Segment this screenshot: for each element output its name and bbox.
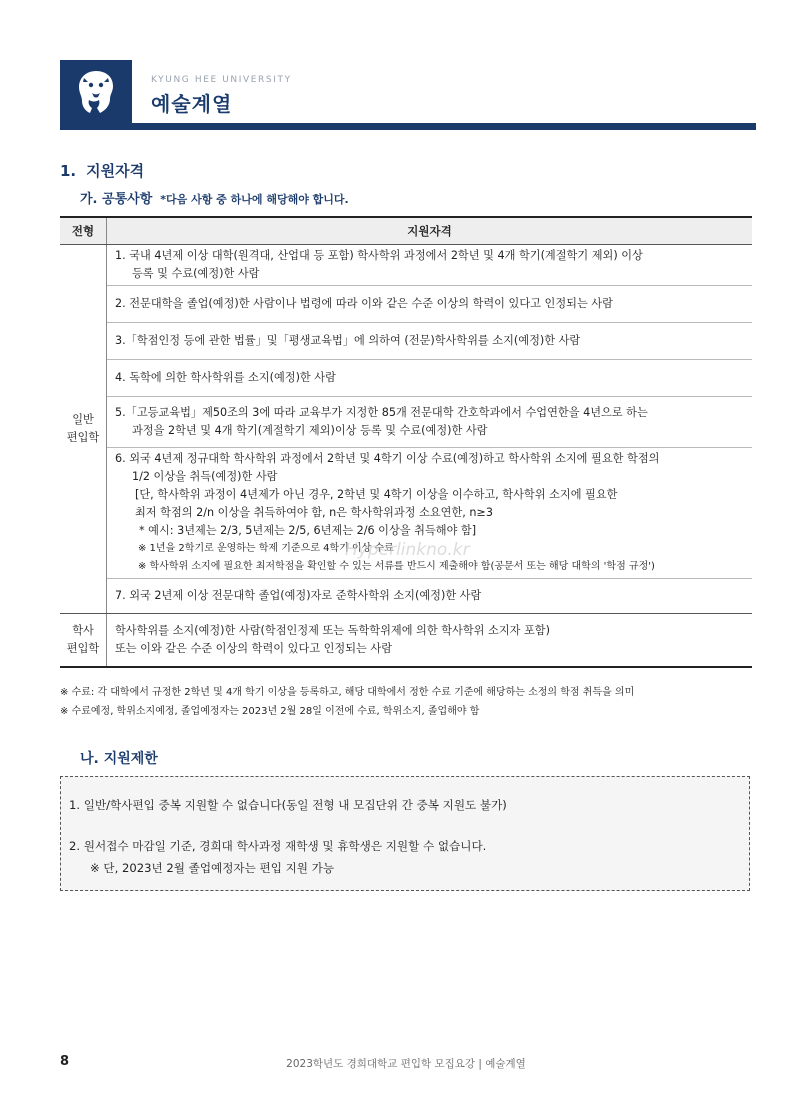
row-label-general xyxy=(60,245,107,614)
header-bar xyxy=(60,123,756,130)
eligibility-item-7 xyxy=(107,579,753,614)
item-line: 1. 국내 4년제 이상 대학(원격대, 산업대 등 포함) 학사학위 과정에서 2학년 및 4개 학기(계절학기 제외) 이상 xyxy=(115,249,643,262)
subsection-note: *다음 사항 중 하나에 해당해야 합니다. xyxy=(160,193,349,206)
table-row xyxy=(60,286,752,323)
item-line: * 예시: 3년제는 2/3, 5년제는 2/5, 6년제는 2/6 이상을 취득해야 함] xyxy=(139,524,477,537)
label-line: 학사 xyxy=(72,624,94,637)
item-line: [단, 학사학위 과정이 4년제가 아닌 경우, 2학년 및 4학기 이상을 이수하고, 학사학위 소지에 필요한 xyxy=(135,488,618,501)
section-heading xyxy=(60,160,144,181)
table-row xyxy=(60,614,752,668)
footnote: ※ 수료예정, 학위소지예정, 졸업예정자는 2023년 2월 28일 이전에 수료, 학위소지, 졸업해야 함 xyxy=(60,706,480,717)
item-line: 7. 외국 2년제 이상 전문대학 졸업(예정)자로 준학사학위 소지(예정)한 사람 xyxy=(115,589,482,602)
restriction-note: ※ 단, 2023년 2월 졸업예정자는 편입 지원 가능 xyxy=(90,861,335,875)
item-line: 학사학위를 소지(예정)한 사람(학점인정제 또는 독학학위제에 의한 학사학위 소지자 포함) xyxy=(115,624,550,637)
label-line: 편입학 xyxy=(66,642,100,655)
table-row xyxy=(60,579,752,614)
item-line: 4. 독학에 의한 학사학위를 소지(예정)한 사람 xyxy=(115,371,336,384)
item-line: 6. 외국 4년제 정규대학 학사학위 과정에서 2학년 및 4학기 이상 수료(예정)하고 학사학위 소지에 필요한 학점의 xyxy=(115,452,660,465)
subsection-restrictions xyxy=(80,748,158,768)
restriction-item: 1. 일반/학사편입 중복 지원할 수 없습니다(동일 전형 내 모집단위 간 중복 지원도 불가) xyxy=(69,798,507,812)
eligibility-table xyxy=(60,216,752,668)
table-row xyxy=(60,323,752,360)
item-line: 2. 전문대학을 졸업(예정)한 사람이나 법령에 따라 이와 같은 수준 이상의 학력이 있다고 인정되는 사람 xyxy=(115,297,613,310)
eligibility-bachelor xyxy=(107,614,753,668)
label-line: 편입학 xyxy=(66,431,100,444)
item-note: ※ 학사학위 소지에 필요한 최저학점을 확인할 수 있는 서류를 반드시 제출해야 함(공문서 또는 해당 대학의 '학점 규정') xyxy=(138,561,655,572)
table-row xyxy=(60,397,752,448)
item-line: 5.「고등교육법」제50조의 3에 따라 교육부가 지정한 85개 전문대학 간호학과에서 수업연한을 4년으로 하는 xyxy=(115,406,648,419)
university-logo xyxy=(60,60,132,124)
table-header-row xyxy=(60,217,752,245)
eligibility-item-3 xyxy=(107,323,753,360)
eligibility-item-4 xyxy=(107,360,753,397)
department-title: 예술계열 xyxy=(151,92,233,116)
eligibility-item-5 xyxy=(107,397,753,448)
eligibility-item-1 xyxy=(107,245,753,286)
item-line: 최저 학점의 2/n 이상을 취득하여야 함, n은 학사학위과정 소요연한, n≥3 xyxy=(135,506,493,519)
table-row xyxy=(60,360,752,397)
subsection-title: 나. 지원제한 xyxy=(80,751,158,767)
watermark: Hyperlinkno.kr xyxy=(345,540,470,560)
restriction-item: 2. 원서접수 마감일 기준, 경희대 학사과정 재학생 및 휴학생은 지원할 수 없습니다. xyxy=(69,839,487,853)
row-label-bachelor xyxy=(60,614,107,668)
item-line: 1/2 이상을 취득(예정)한 사람 xyxy=(132,470,278,483)
section-title: 지원자격 xyxy=(86,162,145,180)
eligibility-item-2 xyxy=(107,286,753,323)
column-header-type: 전형 xyxy=(60,217,107,245)
restrictions-box xyxy=(60,776,750,891)
item-line: 등록 및 수료(예정)한 사람 xyxy=(132,267,260,280)
subsection-common xyxy=(80,188,349,207)
subsection-title: 가. 공통사항 xyxy=(80,192,153,207)
item-line: 3.「학점인정 등에 관한 법률」및「평생교육법」에 의하여 (전문)학사학위를 소지(예정)한 사람 xyxy=(115,334,581,347)
page-number: 8 xyxy=(60,1054,70,1069)
footer-text: 2023학년도 경희대학교 편입학 모집요강 | 예술계열 xyxy=(286,1058,526,1070)
table-row xyxy=(60,245,752,286)
footnote: ※ 수료: 각 대학에서 규정한 2학년 및 4개 학기 이상을 등록하고, 해당 대학에서 정한 수료 기준에 해당하는 소정의 학점 취득을 의미 xyxy=(60,687,635,698)
university-name: KYUNG HEE UNIVERSITY xyxy=(151,75,292,85)
footnotes xyxy=(60,683,634,721)
item-line: 또는 이와 같은 수준 이상의 학력이 있다고 인정되는 사람 xyxy=(115,642,393,655)
section-number: 1. xyxy=(60,162,77,180)
column-header-eligibility: 지원자격 xyxy=(107,217,753,245)
item-note: ※ 1년을 2학기로 운영하는 학제 기준으로 4학기 이상 수료 xyxy=(138,543,394,554)
item-line: 과정을 2학년 및 4개 학기(계절학기 제외)이상 등록 및 수료(예정)한 사람 xyxy=(132,424,488,437)
label-line: 일반 xyxy=(72,413,94,426)
